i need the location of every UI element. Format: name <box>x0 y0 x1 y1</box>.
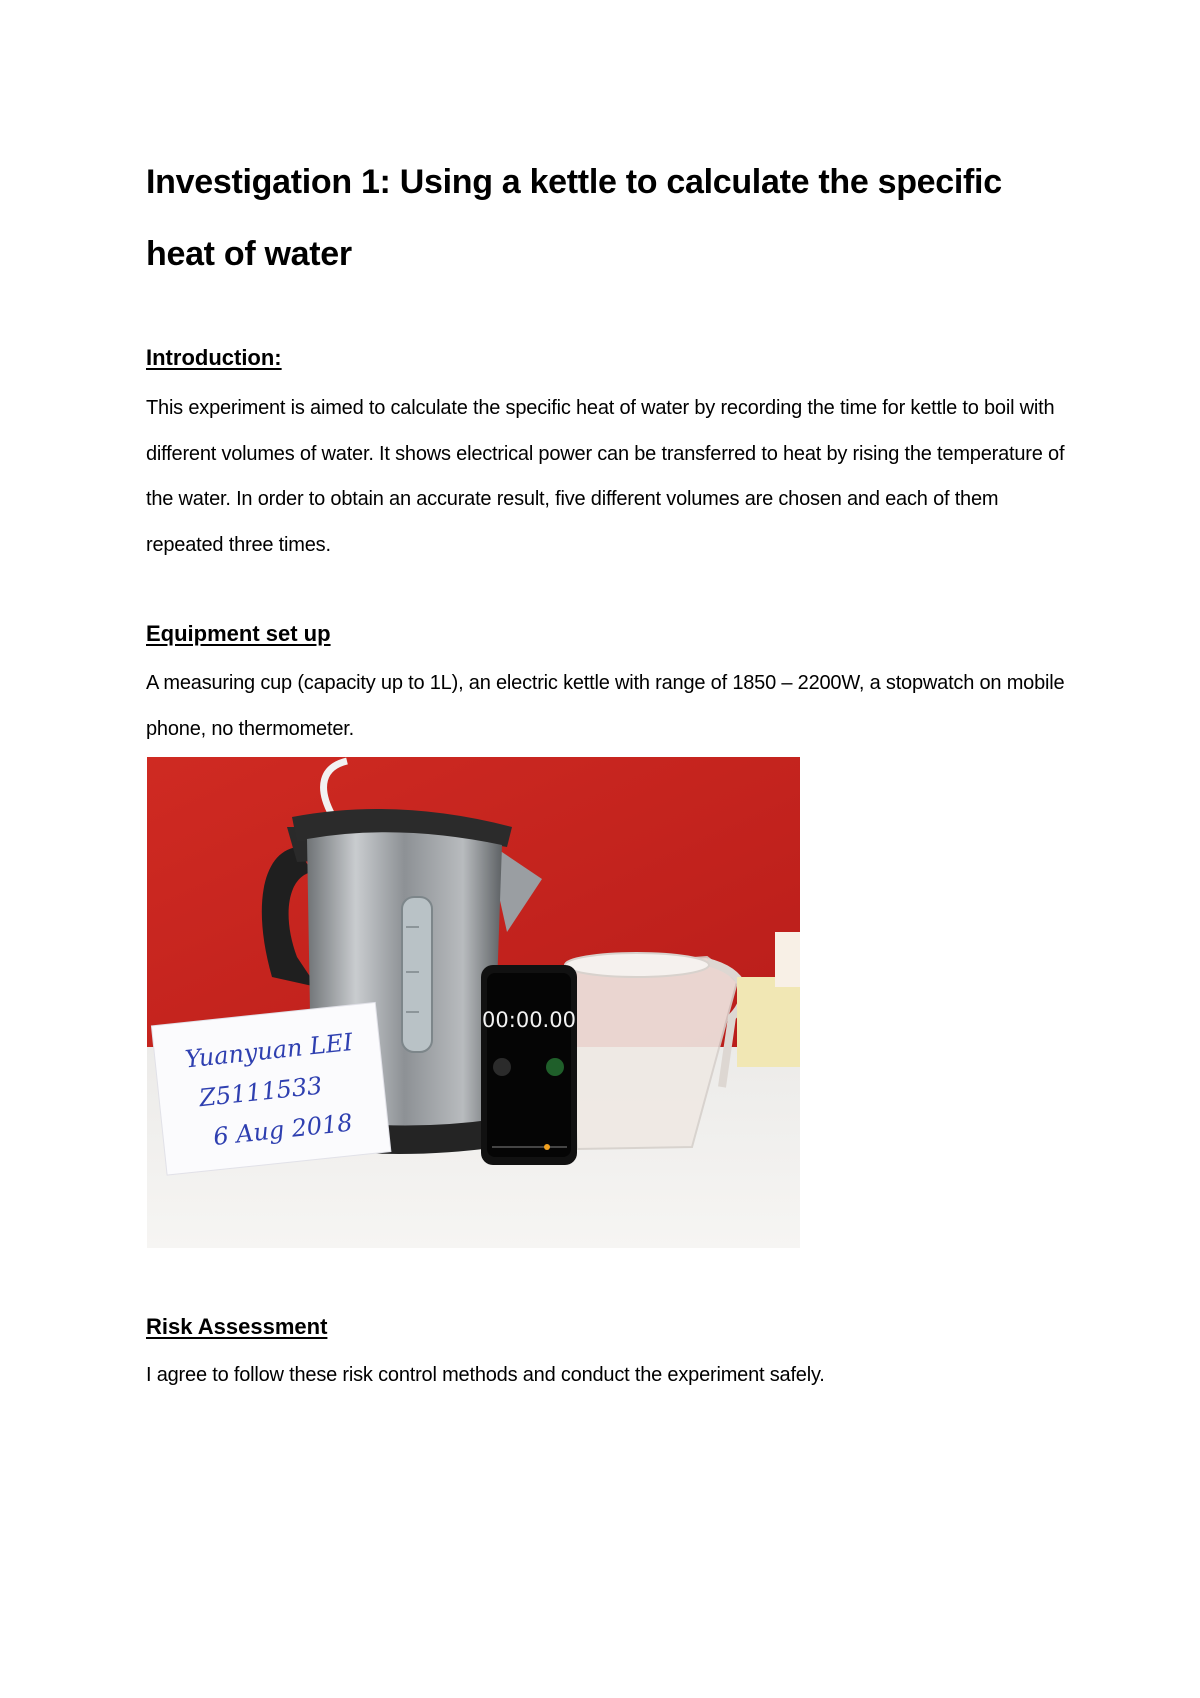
name-card-line-1: Yuanyuan LEI <box>183 1028 355 1074</box>
name-card-line-3: 6 Aug 2018 <box>211 1108 354 1151</box>
equipment-heading: Equipment set up <box>146 621 331 646</box>
box-right <box>737 977 800 1067</box>
stopwatch-display: 00:00.00 <box>482 1008 576 1032</box>
name-card-line-2: Z5111533 <box>197 1071 324 1113</box>
introduction-heading: Introduction: <box>146 345 282 370</box>
risk-assessment-heading: Risk Assessment <box>146 1314 328 1339</box>
kettle-water-window <box>402 897 432 1052</box>
name-card <box>151 1002 390 1175</box>
risk-assessment-paragraph: I agree to follow these risk control methods and conduct the experiment safely. <box>146 1364 825 1386</box>
document-title: Investigation 1: Using a kettle to calculate the specific heat of water <box>146 163 1002 273</box>
equipment-photo <box>147 757 800 1248</box>
introduction-paragraph: This experiment is aimed to calculate the specific heat of water by recording the time for kettle to boil with different volumes of water. It shows electrical power can be transferred to heat by rising the temperature of the water. In order to obtain an accurate result, five different volumes are chosen and each of them repeated three times. <box>146 397 1065 556</box>
equipment-paragraph: A measuring cup (capacity up to 1L), an electric kettle with range of 1850 – 2200W, a stopwatch on mobile phone, no thermometer. <box>146 672 1065 740</box>
